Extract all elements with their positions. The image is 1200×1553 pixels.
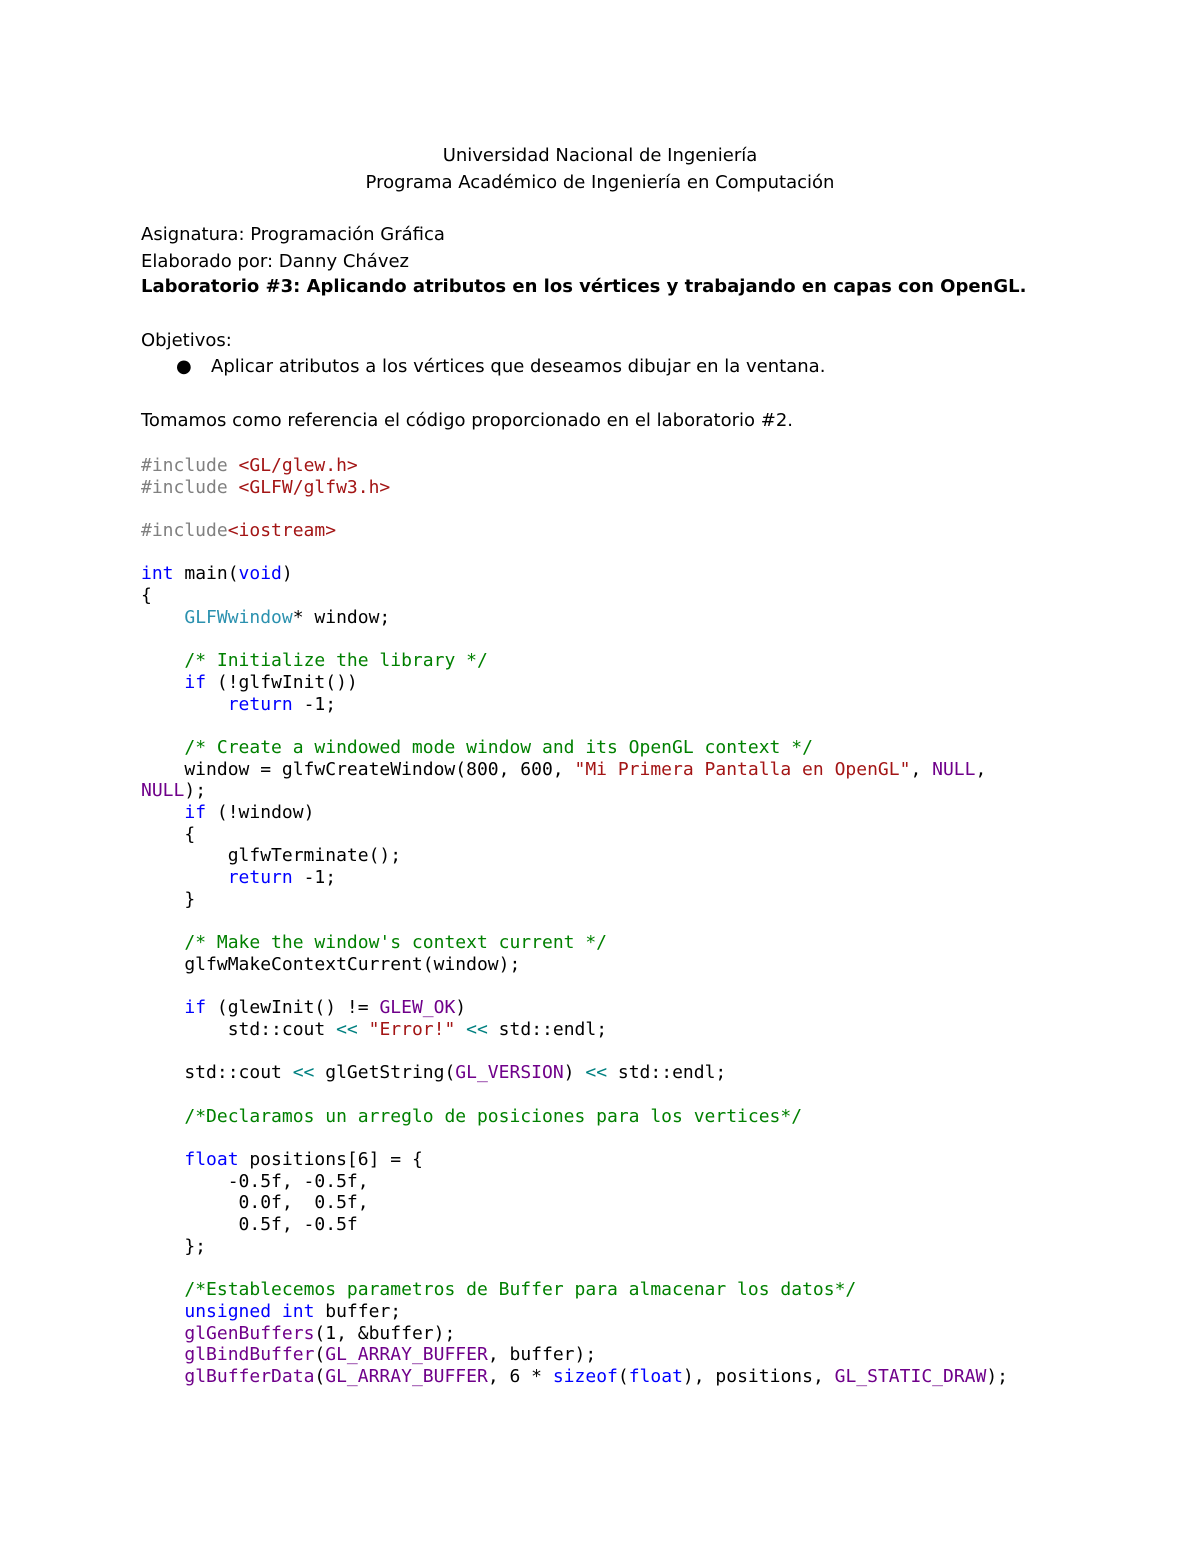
code-token: { (141, 823, 196, 845)
code-line (141, 715, 1008, 737)
code-block (141, 455, 1008, 1388)
code-token: ( (617, 1365, 629, 1387)
code-token: buffer; (314, 1300, 402, 1322)
code-token: << (336, 1018, 358, 1040)
code-line (141, 1279, 1008, 1301)
code-line (141, 1366, 1008, 1388)
code-token: <iostream> (227, 520, 337, 542)
code-token: /*Establecemos parametros de Buffer para almacenar los datos*/ (184, 1279, 857, 1301)
code-line (141, 1041, 1008, 1063)
code-token: window = glfwCreateWindow(800, 600, (141, 758, 575, 780)
code-token: , (975, 758, 987, 780)
code-token: NULL (141, 780, 185, 802)
code-token: GL_ARRAY_BUFFER (325, 1344, 488, 1366)
code-token: (glewInit() != (206, 997, 380, 1019)
code-token: ) (455, 997, 467, 1019)
code-token: -1; (292, 693, 337, 715)
code-token: GLFWwindow (184, 606, 293, 628)
code-token (358, 1019, 369, 1040)
code-token: /*Declaramos un arreglo de posiciones para los vertices*/ (184, 1105, 803, 1127)
code-token: #include (141, 476, 239, 498)
objectives-heading: Objetivos: (141, 330, 232, 351)
code-line (141, 845, 1008, 867)
code-line (141, 1084, 1008, 1106)
bullet-icon: ● (176, 356, 192, 377)
code-line (141, 477, 1008, 499)
code-token (141, 694, 228, 715)
code-token: { (141, 585, 152, 607)
code-token: ( (314, 1344, 326, 1366)
code-token: main( (173, 563, 239, 585)
code-line (141, 1019, 1008, 1041)
code-token: << (292, 1062, 315, 1084)
code-token: return (227, 867, 293, 889)
code-token: if (184, 997, 207, 1019)
code-token: #include (141, 520, 228, 542)
code-token: ( (314, 1365, 326, 1387)
code-token: GL_ARRAY_BUFFER (325, 1365, 488, 1387)
code-token (141, 1149, 184, 1170)
code-token: -0.5f, -0.5f, (141, 1170, 369, 1192)
code-token: ) (563, 1062, 586, 1084)
code-token: , 6 * (487, 1365, 553, 1387)
code-line (141, 997, 1008, 1019)
code-line (141, 498, 1008, 520)
code-token: , (910, 758, 933, 780)
code-line (141, 520, 1008, 542)
code-token: 0.5f, -0.5f (141, 1214, 358, 1236)
code-token: GLEW_OK (379, 997, 456, 1019)
program-name: Programa Académico de Ingeniería en Computación (365, 172, 835, 193)
intro-paragraph: Tomamos como referencia el código proporcionado en el laboratorio #2. (141, 410, 794, 431)
code-line (141, 1106, 1008, 1128)
code-line (141, 1214, 1008, 1236)
code-token: std::cout (141, 1062, 293, 1084)
code-token: std::endl; (607, 1062, 727, 1084)
code-token (141, 1106, 184, 1127)
code-line (141, 1301, 1008, 1323)
code-line (141, 737, 1008, 759)
code-token: void (238, 563, 282, 585)
lab-title: Laboratorio #3: Aplicando atributos en los vértices y trabajando en capas con OpenGL. (141, 276, 1027, 297)
code-token: return (227, 693, 293, 715)
code-line (141, 1236, 1008, 1258)
code-token: glfwMakeContextCurrent(window); (141, 953, 521, 975)
code-line (141, 607, 1008, 629)
code-token (141, 867, 228, 888)
code-token (141, 1323, 184, 1344)
code-token (141, 1366, 184, 1387)
code-token: (!glfwInit()) (206, 671, 358, 693)
code-line (141, 954, 1008, 976)
code-token (271, 1301, 282, 1322)
objective-item (141, 356, 1041, 378)
code-token: ); (184, 780, 207, 802)
code-token: << (585, 1062, 608, 1084)
code-line (141, 1127, 1008, 1149)
code-line (141, 824, 1008, 846)
code-line (141, 650, 1008, 672)
code-line (141, 672, 1008, 694)
code-line (141, 1171, 1008, 1193)
code-token (141, 1279, 184, 1300)
code-line (141, 1062, 1008, 1084)
code-line (141, 759, 1008, 781)
code-token: if (184, 802, 207, 823)
code-token: << (466, 1018, 488, 1040)
code-token: glGetString( (314, 1062, 456, 1084)
code-line (141, 1257, 1008, 1279)
code-token: } (141, 888, 196, 910)
code-token: float (184, 1149, 239, 1170)
code-token: /* Make the window's context current */ (184, 932, 607, 954)
code-line (141, 585, 1008, 607)
code-line (141, 455, 1008, 477)
code-line (141, 910, 1008, 932)
code-token: glGenBuffers (184, 1322, 315, 1344)
code-token: positions[6] = { (238, 1149, 423, 1170)
code-token: 0.0f, 0.5f, (141, 1192, 369, 1214)
code-token (141, 672, 184, 693)
code-token: "Error!" (368, 1018, 456, 1040)
code-token: NULL (932, 758, 976, 780)
code-line (141, 542, 1008, 564)
code-token: ) (281, 563, 293, 585)
code-token (141, 932, 184, 953)
code-token: GL_VERSION (455, 1062, 564, 1084)
code-token (455, 1019, 466, 1040)
code-token (141, 737, 184, 758)
subject-line: Asignatura: Programación Gráfica (141, 224, 445, 245)
code-line (141, 802, 1008, 824)
code-token: * window; (292, 606, 391, 628)
code-token (141, 802, 184, 823)
code-token: (1, &buffer); (314, 1322, 456, 1344)
author-line: Elaborado por: Danny Chávez (141, 251, 410, 272)
code-token: }; (141, 1235, 207, 1257)
code-token: /* Create a windowed mode window and its OpenGL context */ (184, 736, 813, 758)
code-token: -1; (292, 867, 337, 889)
code-line (141, 889, 1008, 911)
code-token (141, 1344, 184, 1365)
code-token (141, 650, 184, 671)
code-line (141, 629, 1008, 651)
code-line (141, 932, 1008, 954)
code-line (141, 563, 1008, 585)
code-token: <GL/glew.h> (238, 455, 358, 476)
code-token: sizeof (552, 1365, 618, 1387)
code-line (141, 1149, 1008, 1171)
code-token: int (281, 1300, 315, 1322)
code-token: unsigned (184, 1300, 272, 1322)
code-token: <GLFW/glfw3.h> (238, 476, 391, 498)
code-token: GL_STATIC_DRAW (834, 1365, 987, 1387)
code-token: (!window) (206, 802, 315, 823)
code-token: glBufferData (184, 1365, 315, 1387)
code-token (141, 997, 184, 1018)
objective-text: Aplicar atributos a los vértices que deseamos dibujar en la ventana. (211, 356, 826, 377)
code-token (141, 607, 184, 628)
university-name: Universidad Nacional de Ingeniería (442, 145, 758, 166)
code-line (141, 976, 1008, 998)
code-line (141, 1344, 1008, 1366)
code-token: #include (141, 455, 239, 476)
code-token: int (141, 563, 174, 585)
code-token: , buffer); (487, 1344, 597, 1366)
code-token: float (628, 1365, 683, 1387)
code-token: std::endl; (487, 1018, 608, 1040)
code-line (141, 1192, 1008, 1214)
code-token: glBindBuffer (184, 1344, 315, 1366)
code-token: ); (986, 1365, 1009, 1387)
code-token: glfwTerminate(); (141, 845, 402, 867)
code-line (141, 1323, 1008, 1345)
code-token: /* Initialize the library */ (184, 650, 488, 672)
code-token: if (184, 671, 207, 693)
code-token: ), positions, (682, 1365, 835, 1387)
code-token (141, 1301, 184, 1322)
code-line (141, 867, 1008, 889)
code-token: "Mi Primera Pantalla en OpenGL" (574, 758, 911, 780)
code-token: std::cout (141, 1018, 337, 1040)
code-line (141, 694, 1008, 716)
code-line (141, 780, 1008, 802)
